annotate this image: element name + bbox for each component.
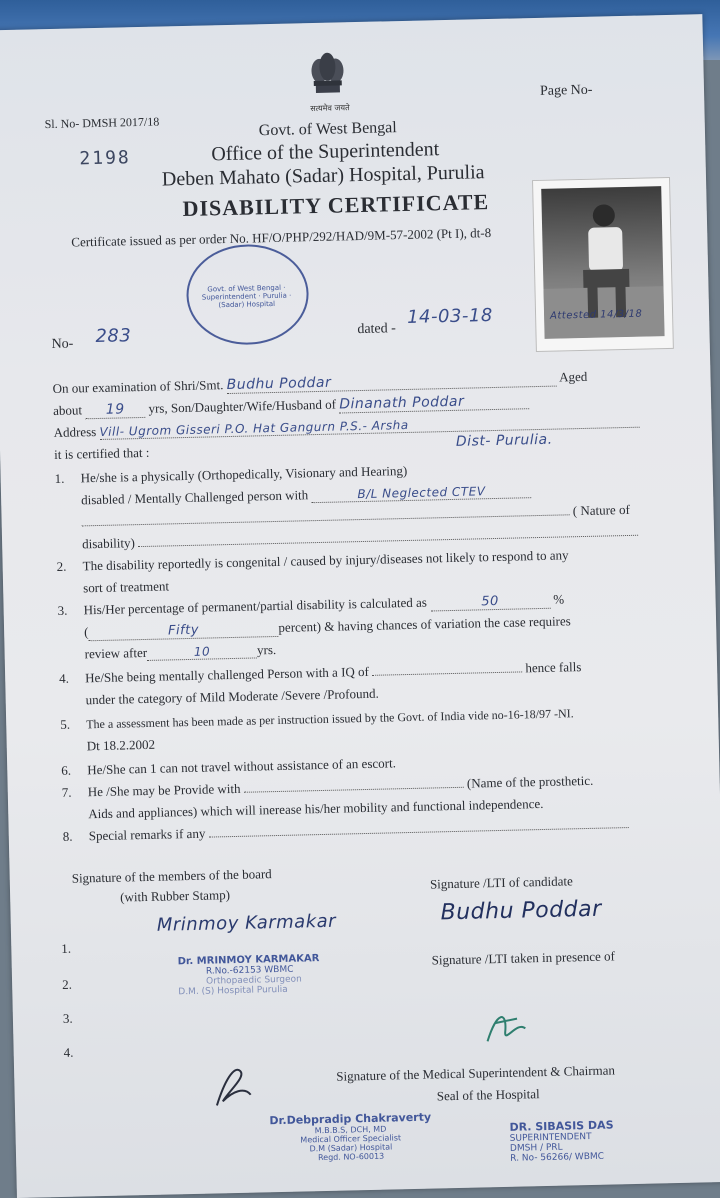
board-signature-sub: (with Rubber Stamp) — [120, 887, 231, 905]
parent-name: Dinanath Poddar — [339, 392, 529, 413]
superintendent-signature-icon — [477, 1000, 538, 1056]
dated-label: dated - — [357, 321, 397, 338]
candidate-name: Budhu Poddar — [226, 370, 556, 394]
no-label: No- — [51, 336, 74, 353]
age-line: about 19 yrs, Son/Daughter/Wife/Husband of Dinanath Poddar — [53, 389, 653, 420]
national-emblem-icon — [303, 44, 352, 103]
hospital-name: Deben Mahato (Sadar) Hospital, Purulia — [161, 161, 485, 191]
serial-number: Sl. No- DMSH 2017/18 — [44, 114, 160, 132]
office-name: Office of the Superintendent — [211, 138, 440, 166]
address-value: Vill- Ugrom Gisseri P.O. Hat Gangurn P.S.- Arsha — [99, 413, 639, 440]
page-number: Page No- — [539, 82, 593, 99]
candidate-photo — [532, 177, 674, 352]
presence-label: Signature /LTI taken in presence of — [431, 948, 616, 968]
review-after-years: 10 — [147, 643, 257, 660]
nature-of-disability: B/L Neglected CTEV — [311, 483, 531, 503]
age-value: 19 — [85, 401, 145, 419]
board-signature-title: Signature of the members of the board — [71, 866, 272, 886]
seal-label: Seal of the Hospital — [436, 1086, 540, 1104]
chairman-signature-icon — [210, 1060, 261, 1116]
member-number-3: 3. — [62, 1010, 73, 1026]
member-number-1: 1. — [61, 940, 72, 956]
address-line: Address Vill- Ugrom Gisseri P.O. Hat Gangurn P.S.- Arsha — [53, 411, 663, 441]
issued-as-per: Certificate issued as per order No. HF/O/PHP/292/HAD/9M-57-2002 (Pt I), dt-8 — [71, 225, 492, 250]
percentage-in-words: Fifty — [88, 621, 278, 641]
member-number-4: 4. — [63, 1044, 74, 1060]
member1-signature: Mrinmoy Karmakar — [156, 910, 337, 936]
date-value: 14-03-18 — [406, 305, 494, 328]
exam-line: On our examination of Shri/Smt. Budhu Poddar Aged — [52, 368, 588, 397]
superintendent-stamp: DR. SIBASIS DAS SUPERINTENDENT DMSH / PRL R. No- 56266/ WBMC — [509, 1118, 614, 1164]
member1-stamp: Dr. MRINMOY KARMAKAR R.No.-62153 WBMC Orthopaedic Surgeon D.M. (S) Hospital Purulia — [177, 953, 320, 998]
disability-certificate: सत्यमेव जयते Sl. No- DMSH 2017/18 2198 Page No- Govt. of West Bengal Office of the Superintendent Deben Mahato (Sadar) Hospital, Purulia DISABILITY CERTIFICATE Certificate issued as per order No. HF/O/PHP/292/HAD/9M-57-2002 (Pt I), dt-8 Govt. of West Bengal · Superintendent · Purulia · (Sadar) Hospital Attested 14/3/18 No- 283 dated - 14-03-18 On our examination of Shri/Smt. Budhu Poddar Aged about 19 yrs, Son/Daughter/Wife/Husband of Dinanath Poddar Address Vill- Ugrom Gisseri P.O. Hat Gangurn P.S.- Arsha Dist- Purulia. it is certified that : 1. He/she is a physically (Orthopedically, Visionary and Hearing) disabled / Mentally Challenged person with B/L Neglected CTEV ( Nature of disability) 2. The disability reportedly is congenital / caused by injury/diseases not likely to respond to any sort of treatment 3. His/Her percentage of permanent/partial disability is calculated as 50 % ( Fifty percent) & having chances of variation the case requires review after 10 yrs. 4. He/She being mentally challenged Person with a IQ of hence falls under the category of Mild Moderate /Severe /Profound. 5. The a assessment has been made as per instruction issued by the Govt. of India vide no-16-18/97 -NI. Dt 18.2.2002 6. He/She can 1 can not travel without assistance of an escort. 7. He /She may be Provide with (Name of the prosthetic. Aids and appliances) which will inerease his/her mobility and functional independence. 8. Special remarks if any Signature of the members of the board (with Rubber Stamp) Signature /LTI of candidate Budhu Poddar Signature /LTI taken in presence of 1. 2. 3. 4. Mrinmoy Karmakar Dr. MRINMOY KARMAKAR R.No.-62153 WBMC Orthopaedic Surgeon D.M. (S) Hospital Purulia Signature of the Medical Superintendent & Chairman Seal of the Hospital Dr.Debpradip Chakraverty M.B.B.S, DCH, MD Medical Officer Specialist D.M (Sadar) Hospital Regd. NO-60013 DR. SIBASIS DAS SUPERINTENDENT DMSH / PRL R. No- 56266/ WBMC — [0, 14, 720, 1198]
govt-name: Govt. of West Bengal — [258, 119, 397, 140]
serial-stamp: 2198 — [79, 147, 132, 170]
address-line-2: Dist- Purulia. — [455, 431, 553, 450]
certified-line: it is certified that : — [53, 444, 150, 462]
emblem-caption: सत्यमेव जयते — [310, 103, 350, 114]
certificate-number: 283 — [95, 325, 132, 348]
medical-officer-stamp: Dr.Debpradip Chakraverty M.B.B.S, DCH, MD Medical Officer Specialist D.M (Sadar) Hospital Regd. NO-60013 — [269, 1110, 432, 1163]
member-number-2: 2. — [61, 976, 73, 992]
chairman-label: Signature of the Medical Superintendent & Chairman — [336, 1062, 616, 1084]
candidate-signature-label: Signature /LTI of candidate — [429, 873, 573, 892]
certificate-title: DISABILITY CERTIFICATE — [182, 189, 490, 222]
disability-percentage: 50 — [430, 593, 550, 612]
round-hospital-seal: Govt. of West Bengal · Superintendent · Purulia · (Sadar) Hospital — [185, 243, 309, 346]
photo-attestation: Attested 14/3/18 — [549, 308, 643, 322]
candidate-signature: Budhu Poddar — [440, 896, 602, 926]
